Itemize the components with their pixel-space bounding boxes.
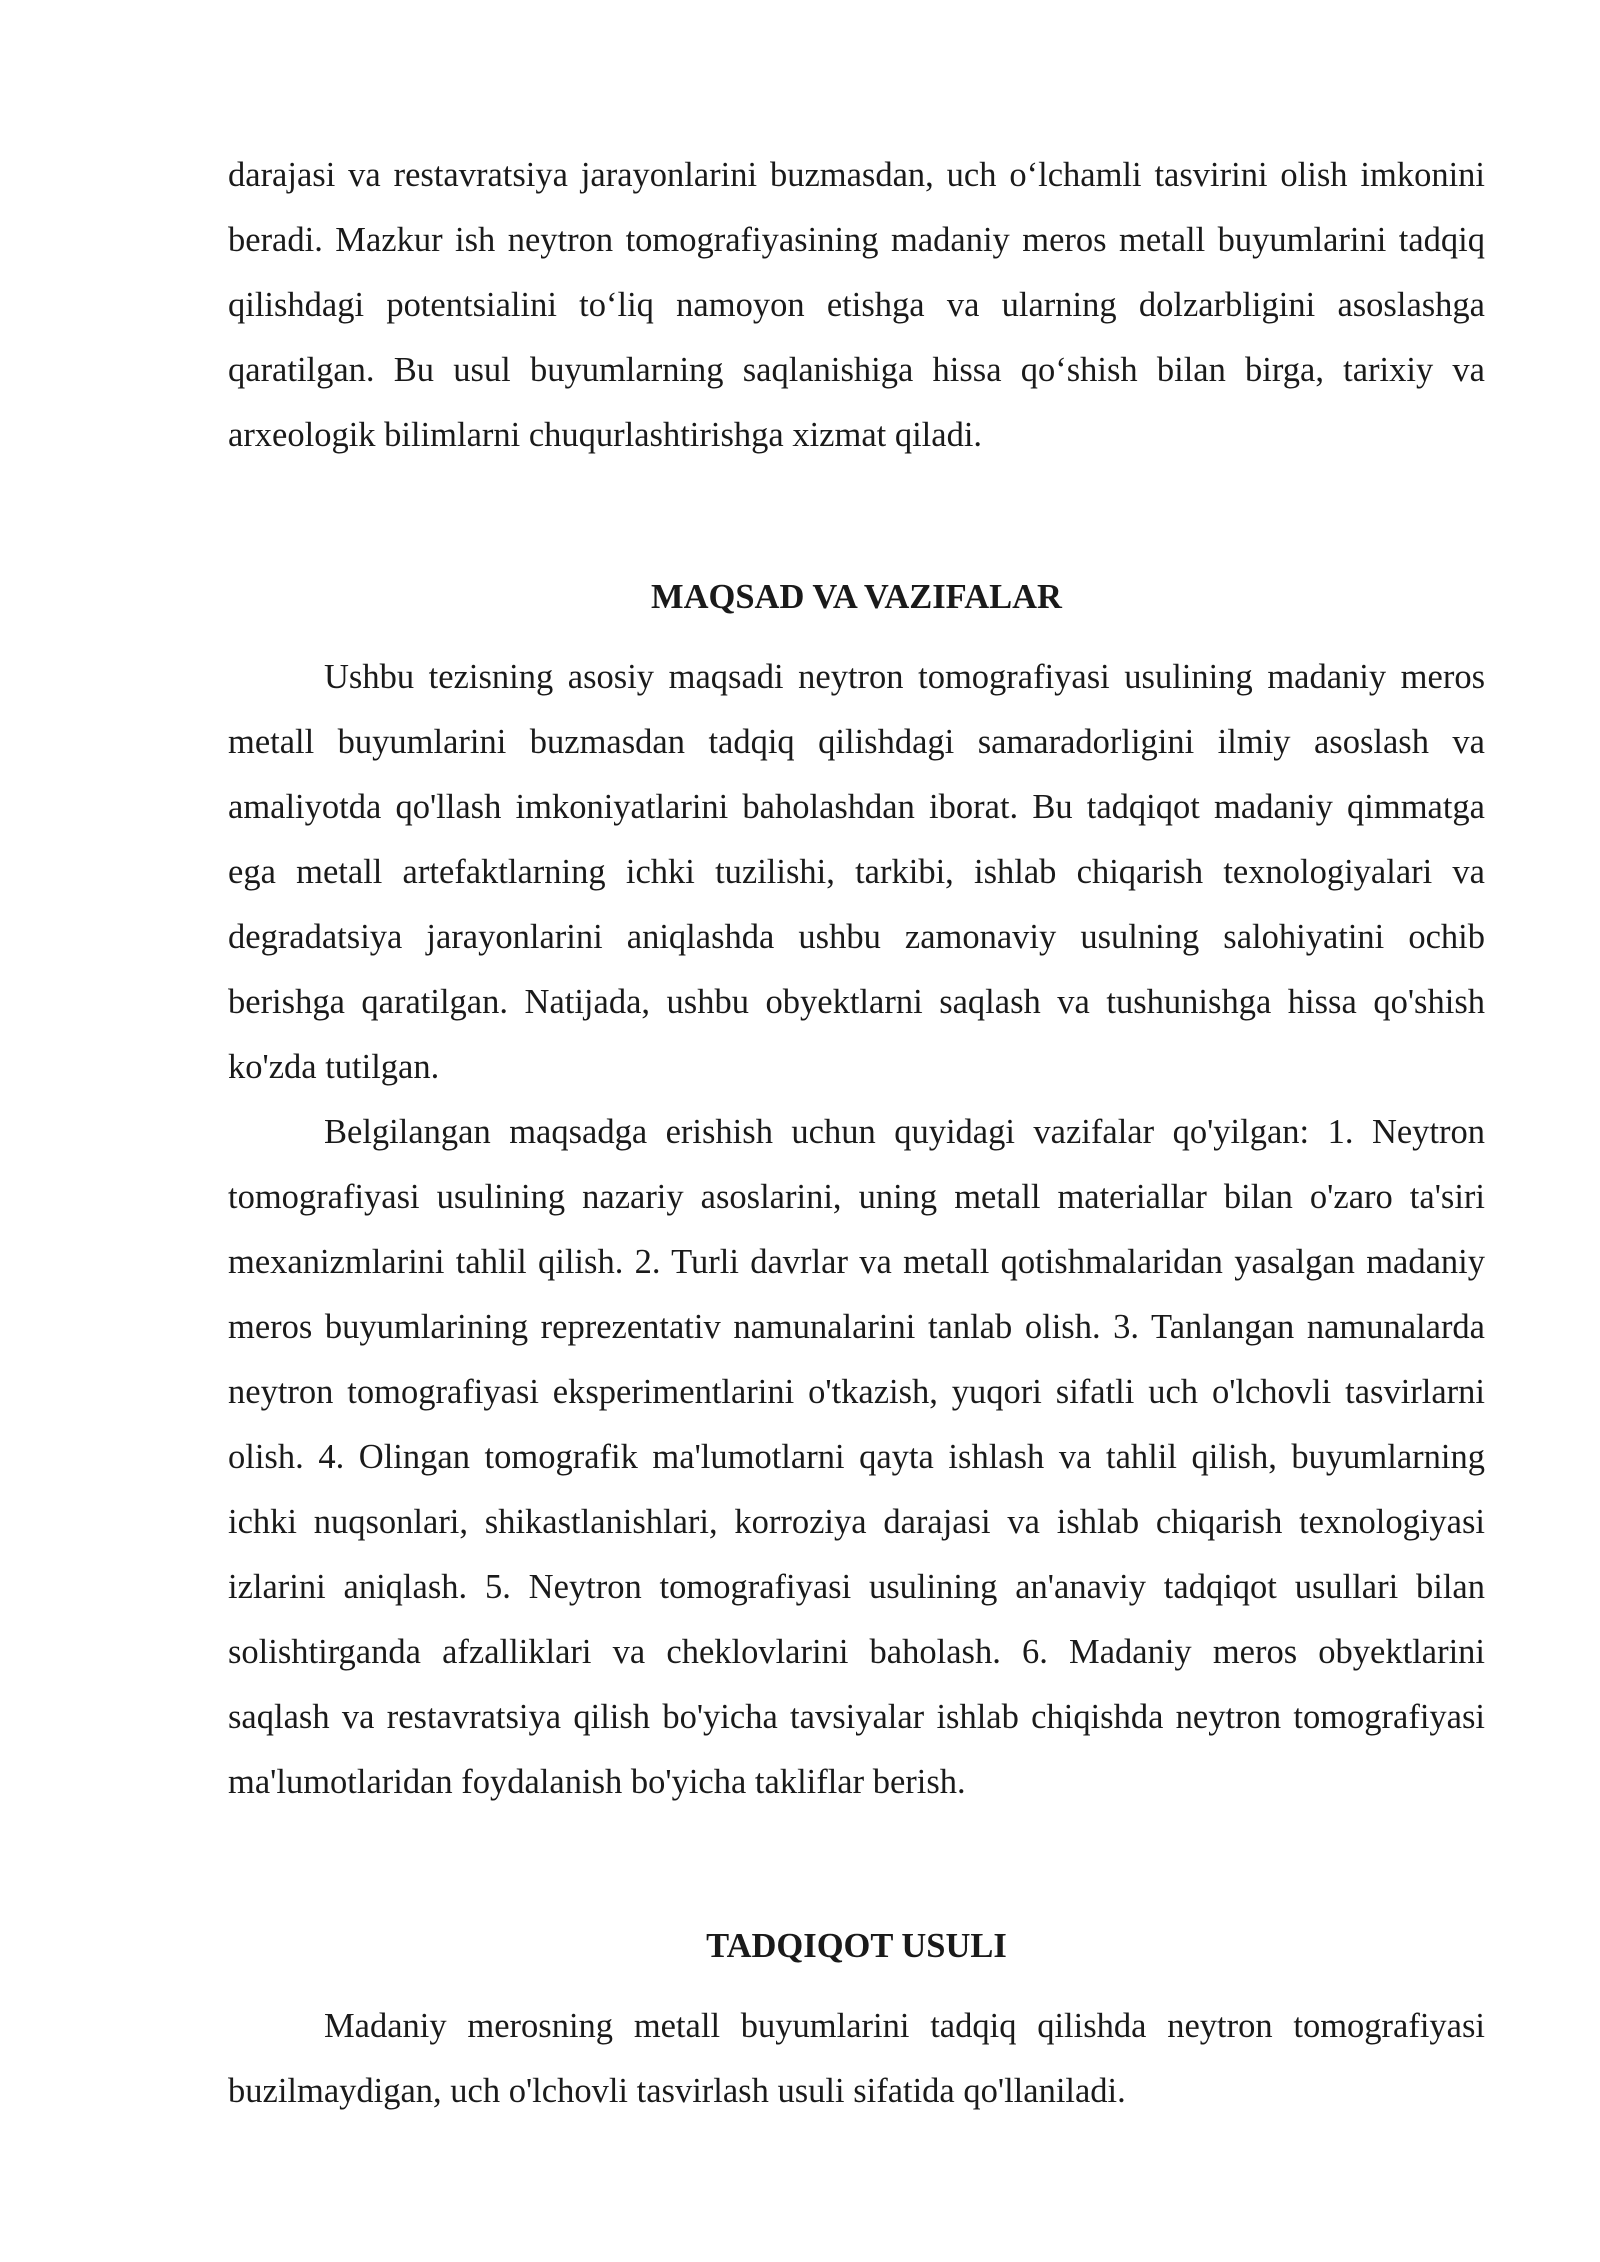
intro-paragraph: darajasi va restavratsiya jarayonlarini buzmasdan, uch o‘lchamli tasvirini olish imkonini beradi. Mazkur ish neytron tomografiyasining madaniy meros metall buyumlarini tadqiq qilishdagi potentsialini to‘liq namoyon etishga va ularning dolzarbligini asoslashga qaratilgan. Bu usul buyumlarning saqlanishiga hissa qo‘shish bilan birga, tarixiy va arxeologik bilimlarni chuqurlashtirishga xizmat qiladi. [228, 156, 1485, 454]
section-heading-method: TADQIQOT USULI [706, 1927, 1007, 1965]
intro-text-block [228, 143, 1485, 468]
method-text-block [228, 1994, 1485, 2124]
section-heading-goals: MAQSAD VA VAZIFALAR [651, 578, 1062, 616]
goals-text-block [228, 645, 1485, 1815]
method-paragraph: Madaniy merosning metall buyumlarini tadqiq qilishda neytron tomografiyasi buzilmaydigan, uch o'lchovli tasvirlash usuli sifatida qo'llaniladi. [228, 2007, 1485, 2110]
goals-paragraph: Ushbu tezisning asosiy maqsadi neytron tomografiyasi usulining madaniy meros metall buyumlarini buzmasdan tadqiq qilishdagi samaradorligini ilmiy asoslash va amaliyotda qo'llash imkoniyatlarini baholashdan iborat. Bu tadqiqot madaniy qimmatga ega metall artefaktlarning ichki tuzilishi, tarkibi, ishlab chiqarish texnologiyalari va degradatsiya jarayonlarini aniqlashda ushbu zamonaviy usulning salohiyatini ochib berishga qaratilgan. Natijada, ushbu obyektlarni saqlash va tushunishga hissa qo'shish ko'zda tutilgan. [228, 658, 1485, 1086]
tasks-paragraph: Belgilangan maqsadga erishish uchun quyidagi vazifalar qo'yilgan: 1. Neytron tomografiyasi usulining nazariy asoslarini, uning metall materiallar bilan o'zaro ta'siri mexanizmlarini tahlil qilish. 2. Turli davrlar va metall qotishmalaridan yasalgan madaniy meros buyumlarining reprezentativ namunalarini tanlab olish. 3. Tanlangan namunalarda neytron tomografiyasi eksperimentlarini o'tkazish, yuqori sifatli uch o'lchovli tasvirlarni olish. 4. Olingan tomografik ma'lumotlarni qayta ishlash va tahlil qilish, buyumlarning ichki nuqsonlari, shikastlanishlari, korroziya darajasi va ishlab chiqarish texnologiyasi izlarini aniqlash. 5. Neytron tomografiyasi usulining an'anaviy tadqiqot usullari bilan solishtirganda afzalliklari va cheklovlarini baholash. 6. Madaniy meros obyektlarini saqlash va restavratsiya qilish bo'yicha tavsiyalar ishlab chiqishda neytron tomografiyasi ma'lumotlaridan foydalanish bo'yicha takliflar berish. [228, 1113, 1485, 1801]
